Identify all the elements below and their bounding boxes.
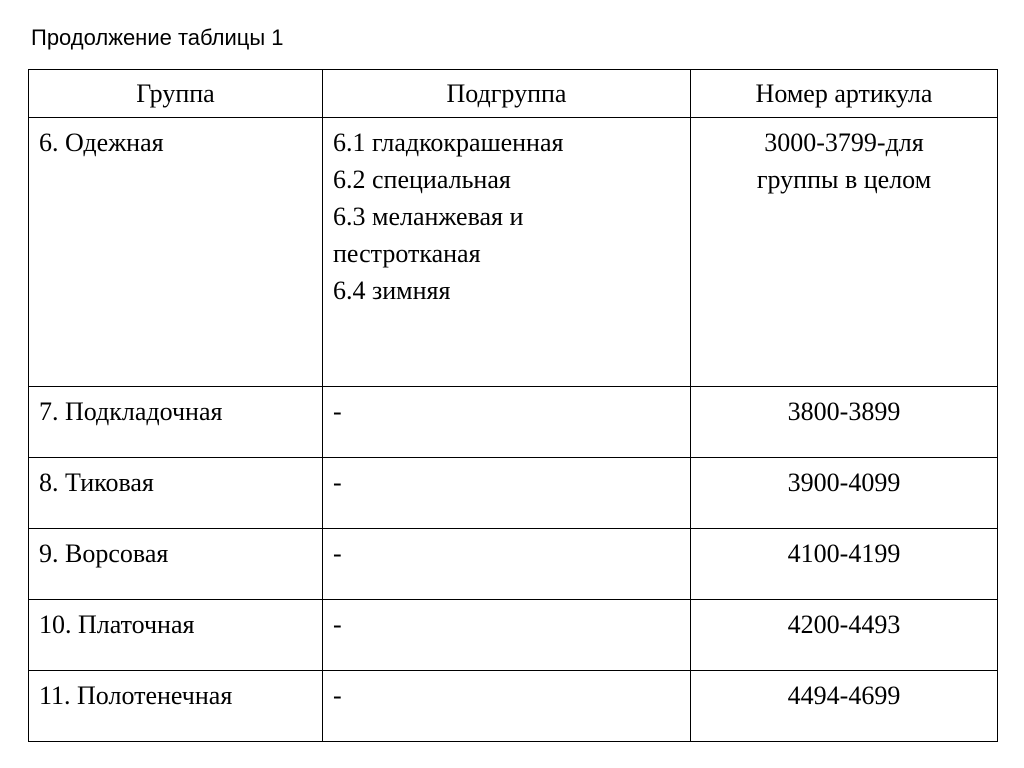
subgroup-line: 6.3 меланжевая и xyxy=(333,202,524,231)
table-row xyxy=(29,529,998,600)
cell-article-number: 4494-4699 xyxy=(691,671,998,742)
cell-group: 8. Тиковая xyxy=(29,458,323,529)
article-line: 3000-3799-для xyxy=(764,128,924,157)
cell-subgroup xyxy=(323,118,691,387)
cell-subgroup: - xyxy=(323,600,691,671)
cell-subgroup: - xyxy=(323,529,691,600)
cell-article-number: 4200-4493 xyxy=(691,600,998,671)
cell-subgroup: - xyxy=(323,458,691,529)
cell-article-number: 3800-3899 xyxy=(691,387,998,458)
article-line: группы в целом xyxy=(756,165,932,194)
cell-group: 11. Полотенечная xyxy=(29,671,323,742)
table-row xyxy=(29,600,998,671)
cell-article-number: 4100-4199 xyxy=(691,529,998,600)
header-group: Группа xyxy=(29,70,323,118)
header-subgroup: Подгруппа xyxy=(323,70,691,118)
table-row xyxy=(29,671,998,742)
table-row xyxy=(29,118,998,387)
table-row xyxy=(29,458,998,529)
table-header-row xyxy=(29,70,998,118)
header-article-number: Номер артикула xyxy=(691,70,998,118)
subgroup-line: 6.1 гладкокрашенная xyxy=(333,128,564,157)
subgroup-line: 6.4 зимняя xyxy=(333,276,451,305)
cell-group: 6. Одежная xyxy=(29,118,323,387)
subgroup-line: пестротканая xyxy=(333,239,481,268)
cell-article-number xyxy=(691,118,998,387)
table-row xyxy=(29,387,998,458)
table-caption: Продолжение таблицы 1 xyxy=(31,25,284,50)
cell-subgroup: - xyxy=(323,387,691,458)
subgroup-line: 6.2 специальная xyxy=(333,165,511,194)
cell-subgroup: - xyxy=(323,671,691,742)
cell-article-number: 3900-4099 xyxy=(691,458,998,529)
cell-group: 10. Платочная xyxy=(29,600,323,671)
cell-group: 9. Ворсовая xyxy=(29,529,323,600)
cell-group: 7. Подкладочная xyxy=(29,387,323,458)
article-table xyxy=(28,69,998,742)
